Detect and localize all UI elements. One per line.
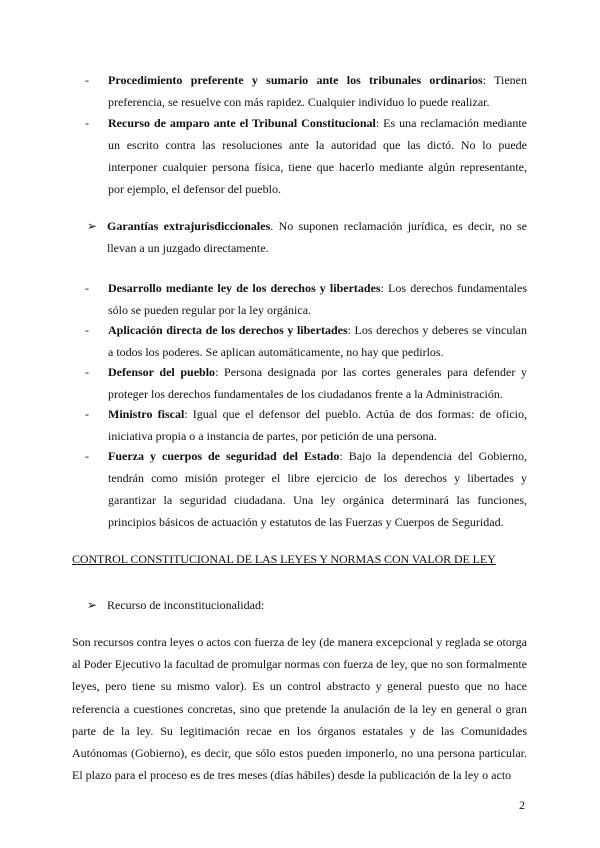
arrow-list-item xyxy=(89,594,527,616)
list-item-text: Recurso de inconstitucionalidad: xyxy=(107,598,265,612)
list-item-term: Procedimiento preferente y sumario ante los tribunales ordinarios xyxy=(108,73,483,87)
list-item xyxy=(85,319,527,363)
list-item xyxy=(85,69,527,113)
bullet-dash: - xyxy=(85,365,89,379)
list-item-text: : Los derechos y deberes se vinculan a todos los poderes. Se aplican automáticamente, no hay que pedirlos. xyxy=(108,323,527,359)
bullet-dash: - xyxy=(85,449,89,463)
bullet-dash: - xyxy=(85,73,89,87)
list-item-term: Defensor del pueblo xyxy=(108,365,216,379)
list-item-text: . No suponen reclamación jurídica, es decir, no se llevan a un juzgado directamente. xyxy=(107,219,528,255)
list-item xyxy=(85,277,527,321)
body-paragraph: Son recursos contra leyes o actos con fuerza de ley (de manera excepcional y reglada se otorga al Poder Ejecutivo la facultad de promulgar normas con fuerza de ley, que no son formalmente leyes, pero tiene su mismo valor). Es un control abstracto y general puesto que no hace referencia a cuestiones concretas, sino que pretende la anulación de la ley en general o gran parte de la ley. Su legitimación recae en los órganos estatales y de las Comunidades Autónomas (Gobierno), es decir, que sólo estos pueden imponerlo, no una persona particular. El plazo para el proceso es de tres meses (días hábiles) desde la publicación de la ley o acto xyxy=(72,635,527,783)
list-item-term: Ministro fiscal xyxy=(108,407,185,421)
bullet-dash: - xyxy=(85,323,89,337)
list-item-text: : Bajo la dependencia del Gobierno, tendrán como misión proteger el libre ejercicio de los derechos y libertades y garantizar la seguridad ciudadana. Una ley orgánica determinará las funciones, principios básicos de actuación y estatutos de las Fuerzas y Cuerpos de Seguridad. xyxy=(108,449,528,529)
list-item-term: Desarrollo mediante ley de los derechos y libertades xyxy=(108,281,381,295)
bullet-dash: - xyxy=(85,407,89,421)
list-item-term: Aplicación directa de los derechos y libertades xyxy=(108,323,348,337)
list-item xyxy=(85,445,528,533)
list-item xyxy=(85,112,527,200)
bullet-dash: - xyxy=(85,116,89,130)
section-heading: CONTROL CONSTITUCIONAL DE LAS LEYES Y NORMAS CON VALOR DE LEY xyxy=(72,552,496,566)
list-item xyxy=(85,361,527,405)
list-item-text: : Igual que el defensor del pueblo. Actúa de dos formas: de oficio, iniciativa propia o a instancia de partes, por petición de una persona. xyxy=(108,407,528,443)
list-item-term: Garantías extrajurisdiccionales xyxy=(107,219,271,233)
list-item-term: Recurso de amparo ante el Tribunal Constitucional xyxy=(108,116,376,130)
list-item-term: Fuerza y cuerpos de seguridad del Estado xyxy=(108,449,340,463)
page-number: 2 xyxy=(519,798,525,812)
arrow-bullet-icon: ➢ xyxy=(87,598,98,612)
list-item xyxy=(85,403,528,447)
arrow-list-item xyxy=(89,215,527,259)
list-item-text: : Persona designada por las cortes generales para defender y proteger los derechos fundamentales de los ciudadanos frente a la Administración. xyxy=(108,365,527,401)
bullet-dash: - xyxy=(85,281,89,295)
list-item-text: : Los derechos fundamentales sólo se pueden regular por la ley orgánica. xyxy=(108,281,527,317)
list-item-text: : Tienen preferencia, se resuelve con más rapidez. Cualquier individuo lo puede realizar. xyxy=(108,73,527,109)
arrow-bullet-icon: ➢ xyxy=(87,219,98,233)
list-item-text: : Es una reclamación mediante un escrito contra las resoluciones ante la autoridad que las dictó. No lo puede interponer cualquier persona física, tiene que hacerlo mediante algún representante, por ejemplo, el defensor del pueblo. xyxy=(108,116,527,196)
